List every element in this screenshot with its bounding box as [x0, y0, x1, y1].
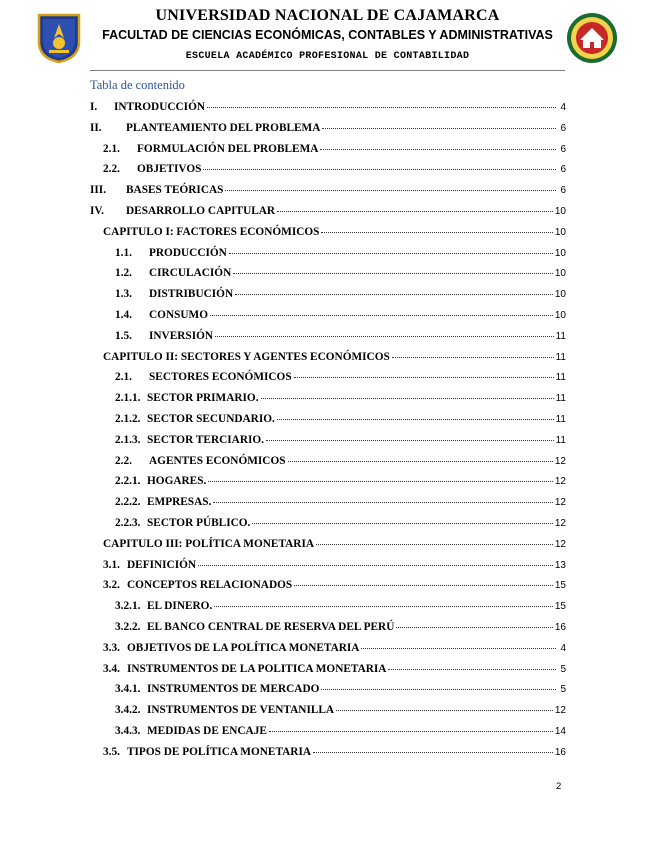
- toc-entry-title: SECTORES ECONÓMICOS: [149, 371, 292, 384]
- toc-entry-title: CAPITULO II: SECTORES Y AGENTES ECONÓMICOS: [103, 350, 390, 363]
- toc-entry[interactable]: [90, 517, 566, 538]
- toc-entry-page: 6: [560, 143, 566, 155]
- toc-entry-title: EL BANCO CENTRAL DE RESERVA DEL PERÚ: [147, 620, 395, 633]
- toc-entry-number: 1.4.: [115, 308, 132, 321]
- toc-entry-number: 1.2.: [115, 267, 132, 280]
- toc-entry-page: 16: [554, 621, 566, 633]
- toc-entry[interactable]: [90, 351, 566, 372]
- toc-dot-leader: [396, 626, 553, 628]
- toc-entry-page: 4: [560, 102, 566, 113]
- toc-entry-title: CONCEPTOS RELACIONADOS: [127, 579, 293, 592]
- toc-entry-number: 3.2.1.: [115, 600, 141, 613]
- toc-entry[interactable]: [90, 434, 566, 455]
- toc-entry[interactable]: [90, 600, 566, 621]
- toc-entry-page: 15: [554, 580, 566, 592]
- toc-entry-page: 6: [560, 185, 566, 197]
- toc-entry-title: FORMULACIÓN DEL PROBLEMA: [137, 142, 319, 155]
- toc-dot-leader: [388, 668, 556, 670]
- toc-entry-title: INSTRUMENTOS DE MERCADO: [147, 683, 320, 696]
- toc-entry-number: I.: [90, 101, 98, 113]
- toc-entry-title: PRODUCCIÓN: [149, 246, 227, 259]
- toc-entry[interactable]: [90, 371, 566, 392]
- toc-entry-page: 10: [554, 247, 566, 259]
- toc-entry[interactable]: [90, 163, 566, 184]
- toc-entry-number: 3.4.3.: [115, 724, 141, 737]
- toc-entry[interactable]: [90, 226, 566, 247]
- toc-entry-number: 2.1.1.: [115, 392, 141, 405]
- toc-entry-page: 11: [555, 393, 566, 405]
- toc-entry-number: 2.1.: [103, 142, 120, 155]
- toc-entry-number: 1.1.: [115, 246, 132, 259]
- university-crest-icon: [36, 12, 82, 64]
- toc-entry-title: MEDIDAS DE ENCAJE: [147, 724, 267, 737]
- toc-entry-title: CAPITULO I: FACTORES ECONÓMICOS: [103, 225, 320, 238]
- toc-entry-page: 11: [555, 351, 566, 363]
- page-header: [0, 0, 655, 74]
- toc-entry-page: 10: [554, 205, 566, 217]
- toc-entry-title: CIRCULACIÓN: [149, 267, 232, 280]
- toc-entry-title: EL DINERO.: [147, 600, 213, 613]
- toc-entry-number: II.: [90, 121, 102, 134]
- toc-entry-page: 12: [554, 517, 566, 529]
- toc-entry-number: 2.2.1.: [115, 475, 141, 488]
- toc-dot-leader: [277, 418, 554, 420]
- toc-entry-page: 12: [554, 455, 566, 467]
- toc-entry-number: IV.: [90, 204, 104, 217]
- toc-dot-leader: [214, 605, 553, 607]
- toc-entry-title: BASES TEÓRICAS: [126, 184, 224, 197]
- toc-dot-leader: [266, 439, 554, 441]
- toc-dot-leader: [313, 751, 553, 753]
- toc-dot-leader: [215, 335, 554, 337]
- toc-entry-title: CONSUMO: [149, 308, 208, 321]
- toc-entry-page: 12: [554, 476, 566, 488]
- toc-dot-leader: [208, 480, 553, 482]
- toc-entry-page: 13: [554, 559, 566, 571]
- toc-entry-number: 3.4.2.: [115, 704, 141, 717]
- toc-entry-page: 12: [554, 705, 566, 717]
- toc-dot-leader: [261, 397, 554, 399]
- toc-entry-page: 11: [555, 413, 566, 425]
- toc-entry[interactable]: [90, 621, 566, 642]
- toc-entry-number: 2.2.3.: [115, 516, 141, 529]
- toc-entry-number: 3.1.: [103, 558, 120, 571]
- toc-entry-page: 10: [554, 226, 566, 238]
- university-name: UNIVERSIDAD NACIONAL DE CAJAMARCA: [155, 7, 500, 24]
- toc-dot-leader: [320, 148, 556, 150]
- toc-entry-title: CAPITULO III: POLÍTICA MONETARIA: [103, 537, 315, 550]
- toc-entry-title: INSTRUMENTOS DE LA POLITICA MONETARIA: [127, 662, 387, 675]
- toc-entry[interactable]: [90, 143, 566, 164]
- toc-entry-page: 10: [554, 309, 566, 321]
- toc-entry-title: DISTRIBUCIÓN: [149, 288, 234, 301]
- toc-entry-page: 15: [554, 601, 566, 613]
- toc-dot-leader: [252, 522, 553, 524]
- toc-entry-page: 12: [554, 538, 566, 550]
- toc-dot-leader: [392, 356, 554, 358]
- toc-entry-number: 2.1.2.: [115, 412, 141, 425]
- toc-entry[interactable]: [90, 122, 566, 143]
- toc-entry-title: TIPOS DE POLÍTICA MONETARIA: [127, 745, 312, 758]
- toc-entry-number: 2.1.3.: [115, 433, 141, 446]
- toc-entry[interactable]: [90, 663, 566, 684]
- toc-entry[interactable]: [90, 330, 566, 351]
- toc-dot-leader: [294, 376, 554, 378]
- toc-entry-number: 2.2.: [103, 163, 120, 176]
- toc-entry-title: PLANTEAMIENTO DEL PROBLEMA: [126, 121, 321, 134]
- toc-entry-title: OBJETIVOS: [137, 163, 202, 176]
- toc-entry[interactable]: [90, 288, 566, 309]
- toc-dot-leader: [203, 168, 556, 170]
- toc-entry-page: 16: [554, 746, 566, 758]
- toc-entry-title: EMPRESAS.: [147, 496, 212, 509]
- toc-dot-leader: [321, 688, 556, 690]
- toc-dot-leader: [229, 252, 553, 254]
- toc-dot-leader: [277, 210, 553, 212]
- toc-dot-leader: [269, 730, 553, 732]
- toc-dot-leader: [213, 501, 553, 503]
- toc-entry[interactable]: [90, 205, 566, 226]
- toc-entry[interactable]: [90, 746, 566, 767]
- toc-entry[interactable]: [90, 683, 566, 704]
- toc-entry-page: 5: [560, 684, 566, 696]
- toc-entry[interactable]: [90, 455, 566, 476]
- toc-entry[interactable]: [90, 642, 566, 663]
- toc-entry-title: INSTRUMENTOS DE VENTANILLA: [147, 704, 335, 717]
- toc-entry[interactable]: [90, 725, 566, 746]
- toc-entry-page: 11: [555, 330, 566, 342]
- toc-entry-number: 3.4.1.: [115, 683, 141, 696]
- toc-entry-page: 6: [560, 122, 566, 134]
- toc-dot-leader: [225, 189, 556, 191]
- school-name: ESCUELA ACADÉMICO PROFESIONAL DE CONTABILIDAD: [185, 51, 470, 62]
- toc-entry-page: 6: [560, 164, 566, 176]
- toc-dot-leader: [233, 272, 553, 274]
- toc-entry[interactable]: [90, 579, 566, 600]
- faculty-seal-icon: [566, 12, 618, 64]
- toc-entry-page: 5: [560, 663, 566, 675]
- toc-entry-page: 12: [554, 497, 566, 509]
- toc-dot-leader: [321, 231, 552, 233]
- toc-entry-number: III.: [90, 184, 107, 197]
- toc-entry-page: 11: [555, 434, 566, 446]
- toc-entry[interactable]: [90, 267, 566, 288]
- toc-dot-leader: [316, 543, 553, 545]
- toc-entry-title: DEFINICIÓN: [127, 558, 197, 571]
- toc-entry[interactable]: [90, 101, 566, 122]
- toc-entry-title: INVERSIÓN: [149, 329, 214, 342]
- toc-entry-number: 3.5.: [103, 745, 120, 758]
- header-divider: [90, 70, 565, 71]
- toc-entry-page: 14: [554, 725, 566, 737]
- toc-entry-title: SECTOR PÚBLICO.: [147, 516, 251, 529]
- toc-entry[interactable]: [90, 475, 566, 496]
- toc-dot-leader: [210, 314, 553, 316]
- toc-dot-leader: [198, 564, 553, 566]
- toc-entry-page: 11: [555, 372, 566, 384]
- toc-entry-title: SECTOR SECUNDARIO.: [147, 412, 275, 425]
- toc-entry-title: SECTOR TERCIARIO.: [147, 433, 264, 446]
- toc-title: Tabla de contenido: [90, 78, 185, 92]
- toc-entry-title: OBJETIVOS DE LA POLÍTICA MONETARIA: [127, 641, 360, 654]
- toc-entry-number: 3.3.: [103, 641, 120, 654]
- toc-entry-number: 3.4.: [103, 662, 120, 675]
- toc-entry-title: SECTOR PRIMARIO.: [147, 392, 259, 405]
- toc-entry-title: HOGARES.: [147, 475, 207, 488]
- toc-entry-title: AGENTES ECONÓMICOS: [149, 454, 286, 467]
- toc-dot-leader: [336, 709, 553, 711]
- toc-dot-leader: [294, 584, 553, 586]
- toc-entry[interactable]: [90, 559, 566, 580]
- toc-entry[interactable]: [90, 184, 566, 205]
- toc-entry-page: 10: [554, 289, 566, 301]
- toc-entry-number: 3.2.2.: [115, 620, 141, 633]
- toc-entry-number: 3.2.: [103, 579, 120, 592]
- faculty-name: FACULTAD DE CIENCIAS ECONÓMICAS, CONTABLES Y ADMINISTRATIVAS: [102, 28, 553, 42]
- toc-entry[interactable]: [90, 392, 566, 413]
- toc-dot-leader: [235, 293, 553, 295]
- toc-entry[interactable]: [90, 538, 566, 559]
- toc-entry[interactable]: [90, 496, 566, 517]
- toc-entry-number: 1.3.: [115, 288, 132, 301]
- toc-dot-leader: [322, 127, 556, 129]
- toc-entry-page: 10: [554, 268, 566, 280]
- table-of-contents: [90, 101, 566, 767]
- toc-entry[interactable]: [90, 413, 566, 434]
- toc-entry-title: DESARROLLO CAPITULAR: [126, 204, 276, 217]
- toc-entry-title: INTRODUCCIÓN: [114, 101, 206, 113]
- toc-entry-number: 1.5.: [115, 329, 132, 342]
- toc-dot-leader: [207, 106, 556, 108]
- toc-entry[interactable]: [90, 247, 566, 268]
- toc-entry[interactable]: [90, 704, 566, 725]
- toc-dot-leader: [288, 460, 553, 462]
- toc-entry-number: 2.2.2.: [115, 496, 141, 509]
- toc-entry-number: 2.2.: [115, 454, 132, 467]
- toc-entry-number: 2.1.: [115, 371, 132, 384]
- toc-dot-leader: [361, 647, 556, 649]
- toc-entry-page: 4: [560, 642, 566, 654]
- toc-entry[interactable]: [90, 309, 566, 330]
- page-number: 2: [556, 781, 562, 792]
